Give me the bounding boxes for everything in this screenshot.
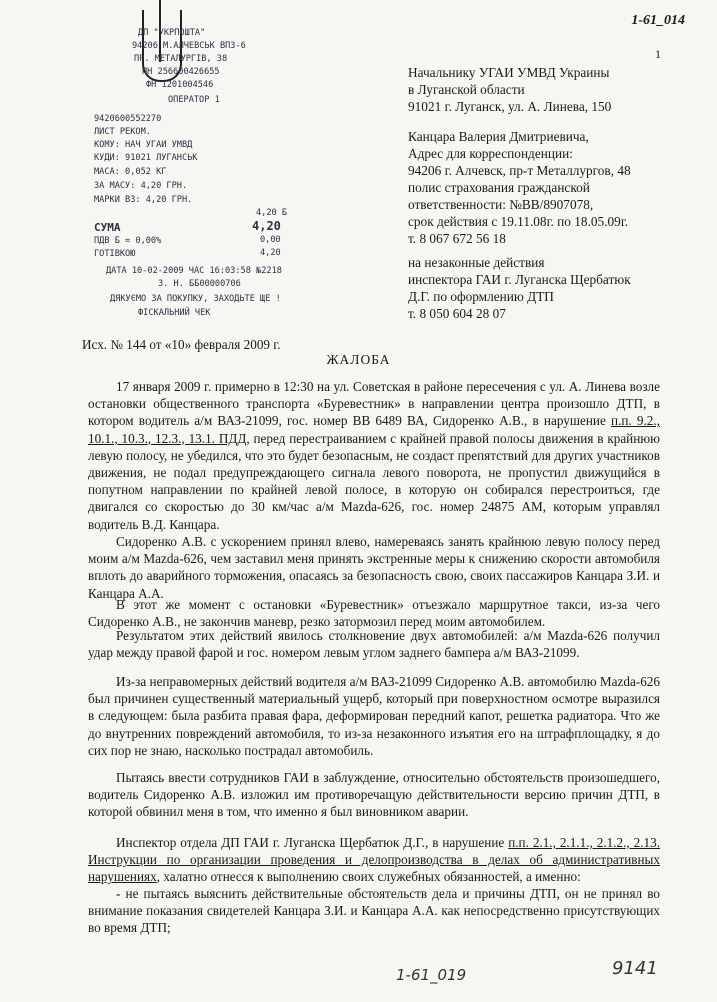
- receipt-cash-value: 4,20: [260, 248, 281, 258]
- receipt-line: ЗА МАСУ: 4,20 ГРН.: [94, 181, 188, 191]
- receipt-fiscal: ФІСКАЛЬНИЙ ЧЕК: [138, 308, 211, 318]
- sender-line: срок действия с 19.11.08г. по 18.05.09г.: [408, 214, 629, 229]
- subject-line: инспектора ГАИ г. Луганска Щербатюк: [408, 272, 631, 287]
- receipt-line: ФН 1201004546: [146, 80, 214, 90]
- handwritten-mark: 9141: [612, 958, 658, 979]
- instruction-reference: п.п. 2.1., 2.1.1., 2.1.2., 2.13. Инструкции по организации проведения и делопроизводства в делах об административных нарушениях: [88, 835, 660, 885]
- paragraph-text: 17 января 2009 г. примерно в 12:30 на ул. Советская в районе пересечения с ул. А. Линева возле остановки общественного транспорта «Буревестник» в направлении центра произошло ДТП, в котором водитель а/м ВАЗ-21099, гос. номер ВВ 6489 ВА, Сидоренко А.В., в нарушение: [88, 379, 660, 429]
- subject-line: т. 8 050 604 28 07: [408, 306, 506, 321]
- receipt-line: МАСА: 0,052 КГ: [94, 167, 167, 177]
- receipt-line: КУДИ: 91021 ЛУГАНСЬК: [94, 153, 198, 163]
- document-title: ЖАЛОБА: [326, 352, 391, 367]
- paragraph-incident: [88, 378, 660, 533]
- subject-line: Д.Г. по оформлению ДТП: [408, 289, 554, 304]
- paragraph-misleading: Пытаясь ввести сотрудников ГАИ в заблуждение, относительно обстоятельств произошедшего, водитель Сидоренко А.В. изложил им противоречащую действительности версию причин ДТП, в которой обвинил меня в том, что именно я был виновником аварии.: [88, 770, 660, 820]
- receipt-pdv-value: 0,00: [260, 235, 281, 245]
- paragraph-maneuver: Сидоренко А.В. с ускорением принял влево, намереваясь занять крайнюю левую полосу перед моим а/м Mazda-626, чем заставил меня принять экстренные меры к снижению скорости автомобиля вплоть до аварийного торможения, опасаясь за безопасность свою, своих пассажиров Канцара З.И. и Канцара А.А.: [88, 534, 660, 601]
- receipt-line: ДП "УКРПОШТА": [138, 28, 206, 38]
- paragraph-inspector: [88, 834, 660, 886]
- outgoing-reference: Исх. № 144 от «10» февраля 2009 г.: [82, 337, 281, 352]
- sender-line: Адрес для корреспонденции:: [408, 146, 573, 161]
- receipt-line: 94206 М.АЛЧЕВСЬК ВПЗ-6: [132, 41, 246, 51]
- receipt-line: ПН 256600426655: [142, 67, 220, 77]
- receipt-pdv-label: ПДВ Б = 0,00%: [94, 236, 162, 246]
- receipt-line: ПР. МЕТАЛУРГІВ, 38: [134, 54, 228, 64]
- postal-receipt: [86, 20, 316, 332]
- sender-line: Канцара Валерия Дмитриевича,: [408, 129, 589, 144]
- addressee-line: Начальнику УГАИ УМВД Украины: [408, 65, 610, 80]
- paragraph-collision: Результатом этих действий явилось столкновение двух автомобилей: а/м Mazda-626 получил удар между правой фарой и гос. номером левым углом заднего бампера а/м ВАЗ-21099.: [88, 628, 660, 661]
- sender-block: [408, 128, 631, 247]
- addressee-block: [408, 64, 611, 115]
- document-id: 1-61_014: [631, 13, 685, 28]
- page-number: 1: [655, 47, 661, 61]
- paragraph-damage: Из-за неправомерных действий водителя а/м ВАЗ-21099 Сидоренко А.В. автомобилю Mazda-626 был причинен существенный материальный ущерб, который при поверхностном осмотре выразился в следующем: была разбита правая фара, деформирован передний капот, решетка радиатора. Что же до внутренних повреждений автомобиля, то из-за незаконного изъятия его на штрафплощадку, я до сих пор не знаю, насколько пострадал автомобиль.: [88, 674, 660, 758]
- paragraph-witnesses: - не пытаясь выяснить действительные обстоятельств дела и причины ДТП, он не принял во внимание показания свидетелей Канцара З.И. и Канцара А.А. как непосредственно присутствующих во время ДТП;: [88, 886, 660, 936]
- addressee-line: 91021 г. Луганск, ул. А. Линева, 150: [408, 99, 612, 114]
- receipt-sum-label: СУМА: [94, 221, 121, 234]
- receipt-zn: З. Н. ББ00000706: [158, 279, 241, 289]
- subject-block: [408, 254, 631, 322]
- paragraph-text: , перед перестраиванием с крайней правой полосы движения в крайнюю левую полосу, не убедился, что это будет безопасным, не создаст препятствий для других участников движения, не подал предупреждающего сигнала левого поворота, не пропустил движущийся в попутном направлении по крайней левой полосе, в которую он собирался перестроиться, где двигался со скоростью до 30 км/час а/м Mazda-626, гос. номер 24875 АМ, которым управлял водитель В.Д. Канцара.: [88, 430, 661, 532]
- receipt-line: КОМУ: НАЧ УГАИ УМВД: [94, 140, 193, 150]
- sender-line: т. 8 067 672 56 18: [408, 231, 506, 246]
- traffic-rules-reference: п.п. 9.2., 10.1., 10.3., 12.3., 13.1. ПДД: [88, 413, 660, 446]
- paragraph-text: , халатно отнесся к выполнению своих служебных обязанностей, а именно:: [156, 869, 581, 885]
- receipt-line: ОПЕРАТОР 1: [168, 95, 220, 105]
- subject-line: на незаконные действия: [408, 255, 545, 270]
- sender-line: полис страхования гражданской: [408, 180, 590, 195]
- receipt-cash-label: ГОТІВКОЮ: [94, 249, 136, 259]
- receipt-date: ДАТА 10-02-2009 ЧАС 16:03:58 №2218: [106, 266, 282, 276]
- receipt-line: ЛИСТ РЕКОМ.: [94, 127, 151, 137]
- receipt-top-value: 4,20 Б: [256, 208, 288, 218]
- receipt-line: МАРКИ ВЗ: 4,20 ГРН.: [94, 195, 193, 205]
- paragraph-text: Инспектор отдела ДП ГАИ г. Луганска Щербатюк Д.Г., в нарушение: [116, 835, 509, 850]
- sender-line: ответственности: №ВВ/8907078,: [408, 197, 594, 212]
- receipt-sum-value: 4,20: [252, 219, 281, 233]
- receipt-thanks: ДЯКУЄМО ЗА ПОКУПКУ, ЗАХОДЬТЕ ЩЕ !: [110, 294, 281, 304]
- sender-line: 94206 г. Алчевск, пр-т Металлургов, 48: [408, 163, 631, 178]
- receipt-line: 9420600552270: [94, 114, 162, 124]
- handwritten-number: 1-61_019: [396, 966, 467, 984]
- addressee-line: в Луганской области: [408, 82, 525, 97]
- paragraph-minibus: В этот же момент с остановки «Буревестник» отъезжало маршрутное такси, из-за чего Сидоренко А.В., не закончив маневр, резко затормозил перед моим автомобилем.: [88, 597, 660, 630]
